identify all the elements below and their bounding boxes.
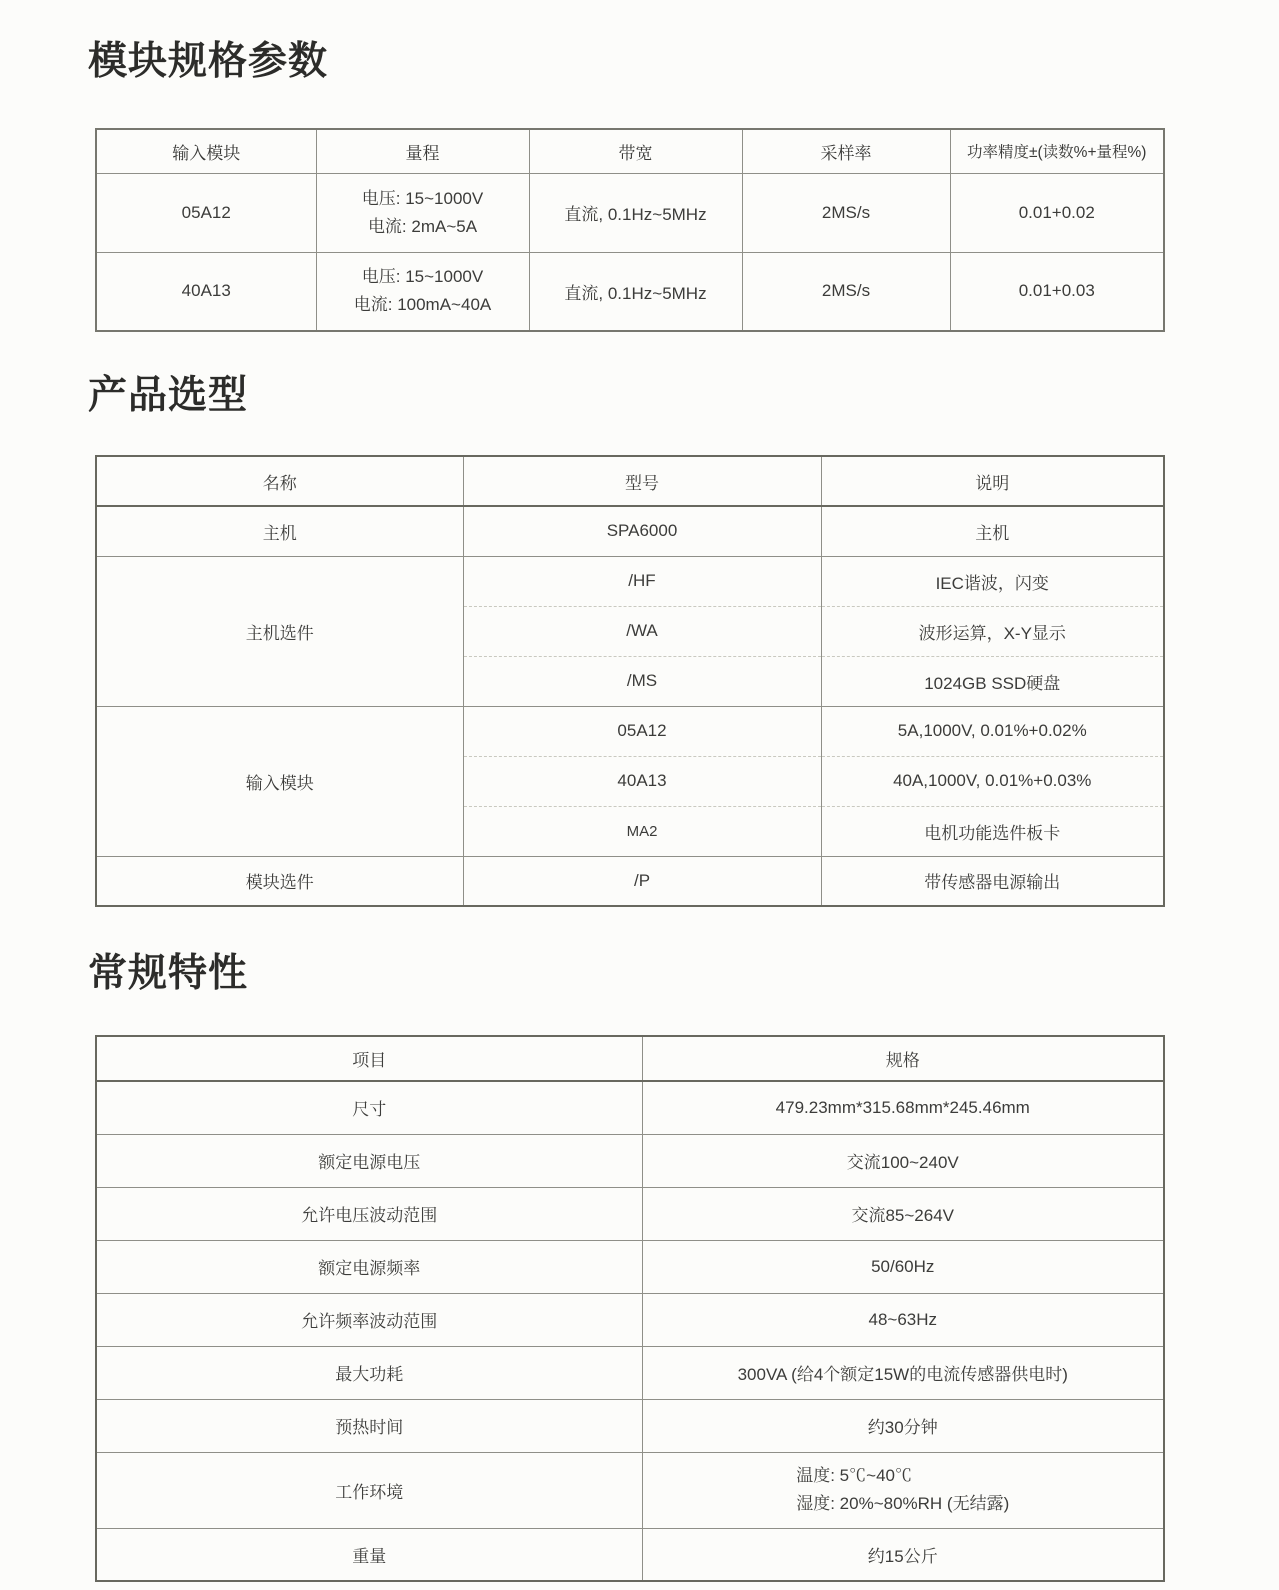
cell-item: 额定电源电压 <box>96 1134 642 1187</box>
cell-item: 允许电压波动范围 <box>96 1187 642 1240</box>
product-table-header-row <box>96 456 1164 506</box>
cell-name: 输入模块 <box>96 706 463 856</box>
range-voltage: 电压: 15~1000V <box>361 188 484 208</box>
cell-spec: 300VA (给4个额定15W的电流传感器供电时) <box>642 1346 1164 1399</box>
section-title-module-spec: 模块规格参数 <box>88 40 329 83</box>
cell-name: 主机 <box>96 506 463 556</box>
cell-item: 预热时间 <box>96 1399 642 1452</box>
col-header-spec: 规格 <box>642 1036 1164 1081</box>
cell-name: 模块选件 <box>96 856 463 906</box>
cell-desc: 主机 <box>821 506 1164 556</box>
cell-model: /WA <box>463 606 821 656</box>
section-title-general-features: 常规特性 <box>88 952 249 995</box>
cell-range <box>316 173 529 252</box>
cell-sample-rate: 2MS/s <box>742 173 950 252</box>
cell-accuracy: 0.01+0.02 <box>950 173 1164 252</box>
cell-spec <box>642 1452 1164 1528</box>
cell-spec: 479.23mm*315.68mm*245.46mm <box>642 1081 1164 1134</box>
cell-model: /P <box>463 856 821 906</box>
range-current: 电流: 100mA~40A <box>353 295 492 315</box>
cell-spec: 约30分钟 <box>642 1399 1164 1452</box>
cell-spec: 50/60Hz <box>642 1240 1164 1293</box>
table-row <box>96 1528 1164 1581</box>
cell-desc: 电机功能选件板卡 <box>821 806 1164 856</box>
table-row <box>96 856 1164 906</box>
table-row <box>96 252 1164 331</box>
env-temperature: 温度: 5℃~40℃ <box>796 1466 912 1485</box>
cell-item: 允许频率波动范围 <box>96 1293 642 1346</box>
col-header-name: 名称 <box>96 456 463 506</box>
col-header-sample-rate: 采样率 <box>742 129 950 173</box>
cell-spec: 48~63Hz <box>642 1293 1164 1346</box>
cell-range <box>316 252 529 331</box>
range-current: 电流: 2mA~5A <box>367 216 478 236</box>
cell-desc: 1024GB SSD硬盘 <box>821 656 1164 706</box>
general-table-header-row <box>96 1036 1164 1081</box>
col-header-range: 量程 <box>316 129 529 173</box>
col-header-power-accuracy: 功率精度±(读数%+量程%) <box>950 129 1164 173</box>
table-row <box>96 1240 1164 1293</box>
general-features-table <box>95 1035 1165 1582</box>
cell-bandwidth: 直流, 0.1Hz~5MHz <box>529 173 742 252</box>
cell-item: 重量 <box>96 1528 642 1581</box>
env-humidity: 湿度: 20%~80%RH (无结露) <box>796 1494 1010 1513</box>
table-row <box>96 506 1164 556</box>
col-header-model: 型号 <box>463 456 821 506</box>
range-voltage: 电压: 15~1000V <box>361 267 484 287</box>
module-spec-header-row <box>96 129 1164 173</box>
cell-model: /MS <box>463 656 821 706</box>
cell-model: /HF <box>463 556 821 606</box>
cell-accuracy: 0.01+0.03 <box>950 252 1164 331</box>
table-row <box>96 1187 1164 1240</box>
cell-model: 40A13 <box>463 756 821 806</box>
cell-model: SPA6000 <box>463 506 821 556</box>
col-header-description: 说明 <box>821 456 1164 506</box>
cell-desc: 5A,1000V, 0.01%+0.02% <box>821 706 1164 756</box>
col-header-bandwidth: 带宽 <box>529 129 742 173</box>
cell-desc: 带传感器电源输出 <box>821 856 1164 906</box>
table-row <box>96 1081 1164 1134</box>
module-spec-table <box>95 128 1165 332</box>
col-header-item: 项目 <box>96 1036 642 1081</box>
table-row <box>96 173 1164 252</box>
cell-model: MA2 <box>463 806 821 856</box>
product-selection-table <box>95 455 1165 907</box>
cell-item: 最大功耗 <box>96 1346 642 1399</box>
cell-name: 主机选件 <box>96 556 463 706</box>
cell-sample-rate: 2MS/s <box>742 252 950 331</box>
section-title-product-selection: 产品选型 <box>88 374 249 417</box>
table-row <box>96 706 1164 756</box>
cell-desc: IEC谐波，闪变 <box>821 556 1164 606</box>
cell-module: 40A13 <box>96 252 316 331</box>
table-row <box>96 556 1164 606</box>
cell-desc: 40A,1000V, 0.01%+0.03% <box>821 756 1164 806</box>
table-row <box>96 1452 1164 1528</box>
cell-bandwidth: 直流, 0.1Hz~5MHz <box>529 252 742 331</box>
cell-module: 05A12 <box>96 173 316 252</box>
cell-item: 工作环境 <box>96 1452 642 1528</box>
cell-spec: 交流100~240V <box>642 1134 1164 1187</box>
table-row <box>96 1293 1164 1346</box>
operating-environment-lines <box>796 1462 1009 1518</box>
cell-spec: 约15公斤 <box>642 1528 1164 1581</box>
cell-desc: 波形运算，X-Y显示 <box>821 606 1164 656</box>
col-header-input-module: 输入模块 <box>96 129 316 173</box>
table-row <box>96 1346 1164 1399</box>
table-row <box>96 1399 1164 1452</box>
cell-model: 05A12 <box>463 706 821 756</box>
table-row <box>96 1134 1164 1187</box>
cell-item: 尺寸 <box>96 1081 642 1134</box>
cell-spec: 交流85~264V <box>642 1187 1164 1240</box>
cell-item: 额定电源频率 <box>96 1240 642 1293</box>
